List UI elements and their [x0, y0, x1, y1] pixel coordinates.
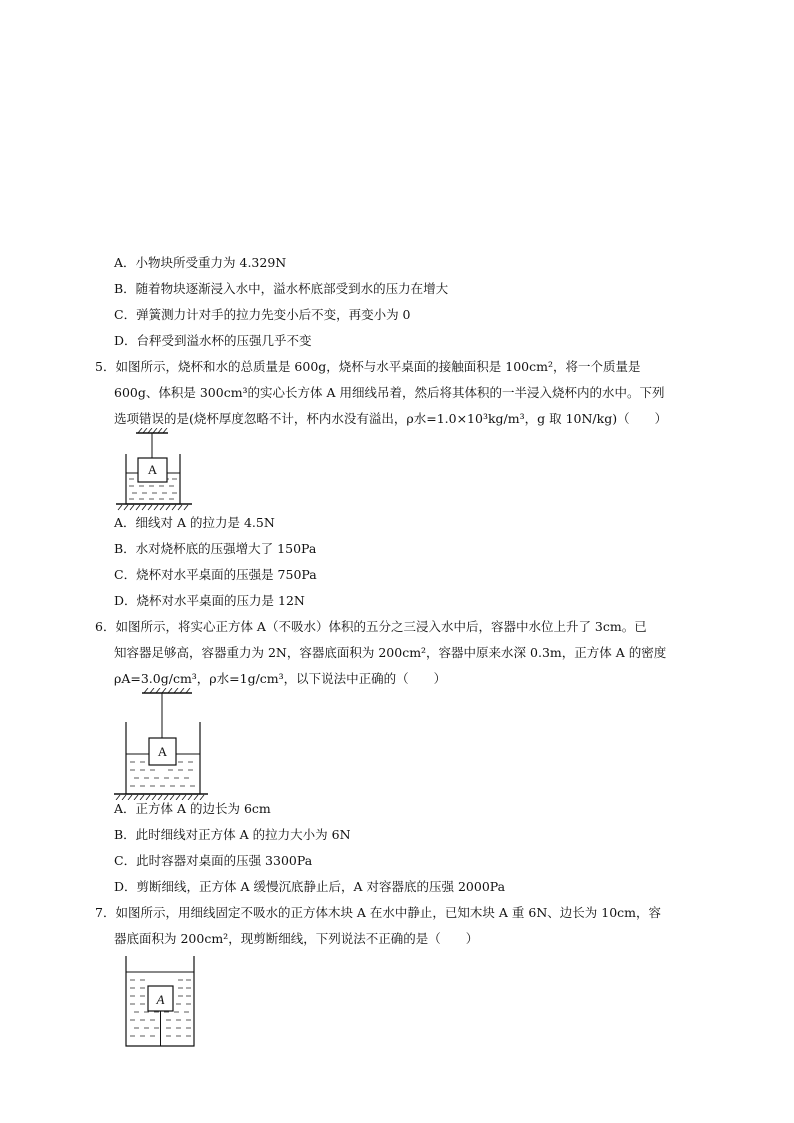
q4-option-b: B．随着物块逐渐浸入水中，溢水杯底部受到水的压力在增大: [114, 281, 449, 296]
q6-stem-line3: ρA=3.0g/cm³，ρ水=1g/cm³，以下说法中正确的（ ）: [114, 671, 447, 686]
q5-stem-line3: 选项错误的是(烧杯厚度忽略不计，杯内水没有溢出，ρ水=1.0×10³kg/m³，g 取 10N/kg)（ ）: [114, 411, 668, 426]
q4-option-c: C．弹簧测力计对手的拉力先变小后不变，再变小为 0: [114, 307, 411, 322]
q6-stem-line2: 知容器足够高，容器重力为 2N，容器底面积为 200cm²，容器中原来水深 0.3m，正方体 A 的密度: [114, 645, 667, 660]
q7-figure-label: A: [156, 992, 165, 1007]
q5-option-c: C．烧杯对水平桌面的压强是 750Pa: [114, 567, 317, 582]
q6-stem-line1: 6．如图所示，将实心正方体 A（不吸水）体积的五分之三浸入水中后，容器中水位上升了 3cm。已: [95, 619, 647, 634]
q5-option-a: A．细线对 A 的拉力是 4.5N: [114, 515, 275, 530]
q7-stem-line2: 器底面积为 200cm²，现剪断细线，下列说法不正确的是（ ）: [114, 931, 479, 946]
q6-figure: [112, 688, 212, 800]
q6-option-d: D．剪断细线，正方体 A 缓慢沉底静止后，A 对容器底的压强 2000Pa: [114, 879, 506, 894]
q5-figure-label: A: [147, 462, 158, 477]
q7-stem-line1: 7．如图所示，用细线固定不吸水的正方体木块 A 在水中静止，已知木块 A 重 6N、边长为 10cm，容: [95, 905, 661, 920]
q5-option-d: D．烧杯对水平桌面的压力是 12N: [114, 593, 305, 608]
q6-option-b: B．此时细线对正方体 A 的拉力大小为 6N: [114, 827, 351, 842]
q5-stem-line1: 5．如图所示，烧杯和水的总质量是 600g，烧杯与水平桌面的接触面积是 100cm²，将一个质量是: [95, 359, 641, 374]
q5-stem-line2: 600g、体积是 300cm³的实心长方体 A 用细线吊着，然后将其体积的一半浸入烧杯内的水中。下列: [114, 385, 665, 400]
q7-figure: [120, 954, 202, 1050]
q6-figure-label: A: [157, 744, 168, 759]
q5-option-b: B．水对烧杯底的压强增大了 150Pa: [114, 541, 317, 556]
q4-option-d: D．台秤受到溢水杯的压强几乎不变: [114, 333, 312, 348]
q5-figure: [112, 428, 212, 512]
q6-option-c: C．此时容器对桌面的压强 3300Pa: [114, 853, 313, 868]
q6-option-a: A．正方体 A 的边长为 6cm: [114, 801, 271, 816]
q4-option-a: A．小物块所受重力为 4.329N: [114, 255, 287, 270]
